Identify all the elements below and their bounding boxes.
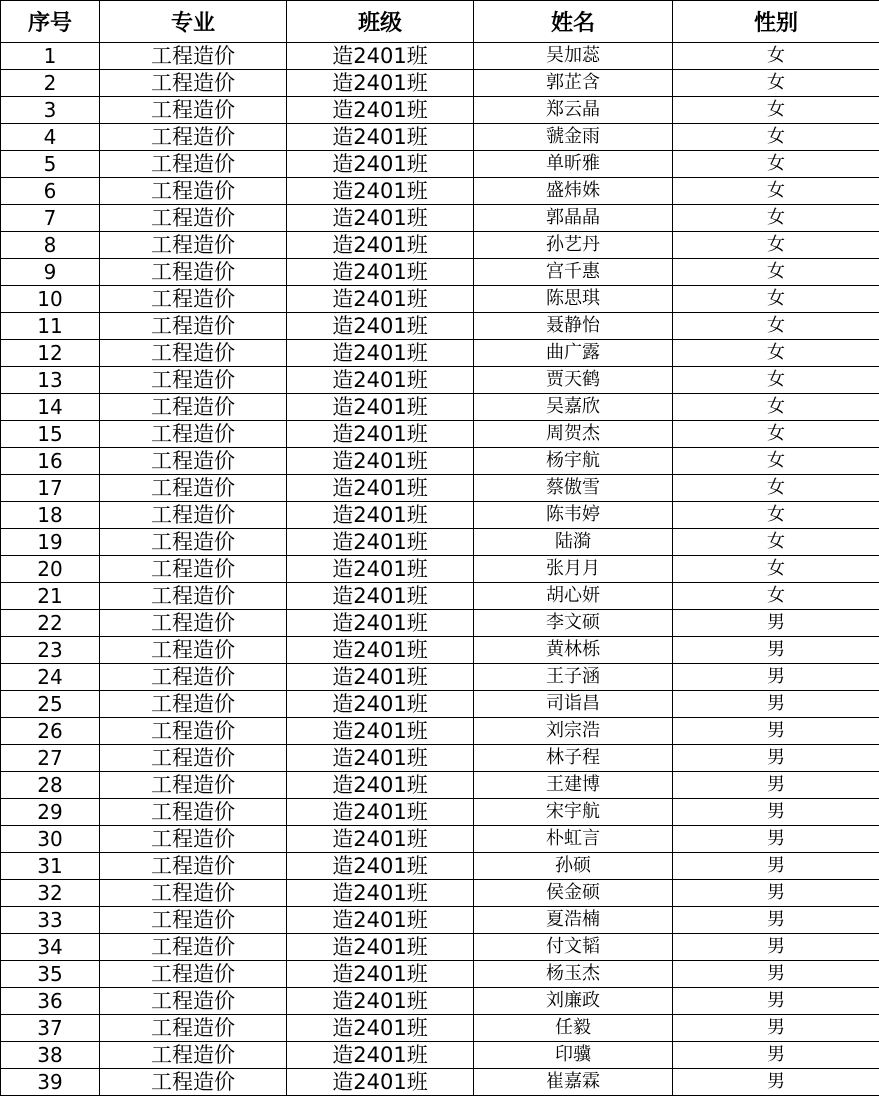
cell-index: 26 (1, 718, 100, 745)
cell-major: 工程造价 (100, 475, 287, 502)
cell-class: 造2401班 (287, 313, 474, 340)
cell-gender: 女 (673, 70, 879, 97)
cell-gender: 女 (673, 421, 879, 448)
cell-student-name: 郭晶晶 (474, 205, 673, 232)
cell-class: 造2401班 (287, 826, 474, 853)
cell-class: 造2401班 (287, 934, 474, 961)
cell-major: 工程造价 (100, 70, 287, 97)
cell-student-name: 吴嘉欣 (474, 394, 673, 421)
cell-student-name: 虢金雨 (474, 124, 673, 151)
cell-index: 11 (1, 313, 100, 340)
cell-gender: 女 (673, 151, 879, 178)
table-row (1, 502, 879, 529)
table-row (1, 1042, 879, 1069)
table-row (1, 961, 879, 988)
cell-student-name: 李文硕 (474, 610, 673, 637)
cell-student-name: 胡心妍 (474, 583, 673, 610)
cell-major: 工程造价 (100, 718, 287, 745)
cell-index: 7 (1, 205, 100, 232)
cell-index: 25 (1, 691, 100, 718)
cell-major: 工程造价 (100, 934, 287, 961)
cell-class: 造2401班 (287, 853, 474, 880)
cell-major: 工程造价 (100, 1042, 287, 1069)
cell-gender: 女 (673, 448, 879, 475)
table-row (1, 178, 879, 205)
header-class: 班级 (287, 1, 474, 43)
cell-major: 工程造价 (100, 529, 287, 556)
cell-index: 34 (1, 934, 100, 961)
cell-gender: 男 (673, 880, 879, 907)
cell-student-name: 蔡傲雪 (474, 475, 673, 502)
cell-gender: 女 (673, 340, 879, 367)
cell-gender: 男 (673, 637, 879, 664)
cell-index: 19 (1, 529, 100, 556)
cell-gender: 男 (673, 799, 879, 826)
cell-class: 造2401班 (287, 691, 474, 718)
cell-student-name: 印骥 (474, 1042, 673, 1069)
cell-student-name: 单昕雅 (474, 151, 673, 178)
cell-student-name: 吴加蕊 (474, 43, 673, 70)
table-row (1, 718, 879, 745)
cell-index: 24 (1, 664, 100, 691)
table-row (1, 313, 879, 340)
cell-class: 造2401班 (287, 232, 474, 259)
cell-student-name: 黄林栎 (474, 637, 673, 664)
cell-class: 造2401班 (287, 583, 474, 610)
cell-index: 20 (1, 556, 100, 583)
header-gender: 性别 (673, 1, 879, 43)
cell-index: 31 (1, 853, 100, 880)
cell-student-name: 郑云晶 (474, 97, 673, 124)
cell-major: 工程造价 (100, 232, 287, 259)
cell-gender: 女 (673, 286, 879, 313)
cell-major: 工程造价 (100, 907, 287, 934)
cell-index: 23 (1, 637, 100, 664)
cell-student-name: 曲广露 (474, 340, 673, 367)
table-row (1, 151, 879, 178)
cell-student-name: 刘廉政 (474, 988, 673, 1015)
cell-major: 工程造价 (100, 880, 287, 907)
cell-gender: 男 (673, 610, 879, 637)
cell-gender: 男 (673, 1015, 879, 1042)
cell-index: 30 (1, 826, 100, 853)
cell-student-name: 杨玉杰 (474, 961, 673, 988)
table-row (1, 1015, 879, 1042)
cell-gender: 男 (673, 718, 879, 745)
cell-gender: 男 (673, 1069, 879, 1096)
cell-gender: 女 (673, 232, 879, 259)
cell-class: 造2401班 (287, 1015, 474, 1042)
cell-major: 工程造价 (100, 340, 287, 367)
cell-student-name: 付文韬 (474, 934, 673, 961)
cell-student-name: 王子涵 (474, 664, 673, 691)
cell-student-name: 郭芷含 (474, 70, 673, 97)
cell-major: 工程造价 (100, 313, 287, 340)
cell-index: 16 (1, 448, 100, 475)
cell-class: 造2401班 (287, 340, 474, 367)
cell-major: 工程造价 (100, 43, 287, 70)
cell-gender: 男 (673, 691, 879, 718)
header-major: 专业 (100, 1, 287, 43)
table-row (1, 691, 879, 718)
cell-class: 造2401班 (287, 1042, 474, 1069)
cell-student-name: 陆漪 (474, 529, 673, 556)
table-row (1, 421, 879, 448)
cell-class: 造2401班 (287, 97, 474, 124)
cell-class: 造2401班 (287, 1069, 474, 1096)
cell-class: 造2401班 (287, 178, 474, 205)
table-row (1, 394, 879, 421)
cell-major: 工程造价 (100, 178, 287, 205)
cell-gender: 男 (673, 853, 879, 880)
cell-gender: 女 (673, 556, 879, 583)
cell-major: 工程造价 (100, 988, 287, 1015)
cell-student-name: 朴虹言 (474, 826, 673, 853)
cell-class: 造2401班 (287, 637, 474, 664)
cell-student-name: 张月月 (474, 556, 673, 583)
cell-class: 造2401班 (287, 772, 474, 799)
cell-major: 工程造价 (100, 1015, 287, 1042)
cell-gender: 女 (673, 529, 879, 556)
cell-index: 12 (1, 340, 100, 367)
cell-class: 造2401班 (287, 367, 474, 394)
cell-index: 36 (1, 988, 100, 1015)
cell-index: 21 (1, 583, 100, 610)
cell-class: 造2401班 (287, 907, 474, 934)
cell-student-name: 夏浩楠 (474, 907, 673, 934)
cell-gender: 女 (673, 367, 879, 394)
cell-major: 工程造价 (100, 97, 287, 124)
cell-class: 造2401班 (287, 43, 474, 70)
cell-student-name: 盛炜姝 (474, 178, 673, 205)
cell-index: 1 (1, 43, 100, 70)
cell-major: 工程造价 (100, 745, 287, 772)
cell-class: 造2401班 (287, 718, 474, 745)
table-row (1, 124, 879, 151)
cell-major: 工程造价 (100, 421, 287, 448)
cell-gender: 女 (673, 583, 879, 610)
table-row (1, 880, 879, 907)
table-row (1, 340, 879, 367)
cell-student-name: 宫千惠 (474, 259, 673, 286)
cell-major: 工程造价 (100, 394, 287, 421)
table-row (1, 70, 879, 97)
table-row (1, 934, 879, 961)
cell-index: 35 (1, 961, 100, 988)
table-row (1, 583, 879, 610)
cell-class: 造2401班 (287, 988, 474, 1015)
cell-gender: 男 (673, 745, 879, 772)
cell-class: 造2401班 (287, 610, 474, 637)
cell-major: 工程造价 (100, 205, 287, 232)
table-row (1, 529, 879, 556)
cell-major: 工程造价 (100, 610, 287, 637)
cell-gender: 男 (673, 907, 879, 934)
cell-index: 29 (1, 799, 100, 826)
cell-gender: 男 (673, 826, 879, 853)
cell-major: 工程造价 (100, 961, 287, 988)
cell-index: 15 (1, 421, 100, 448)
cell-student-name: 司诣昌 (474, 691, 673, 718)
cell-index: 5 (1, 151, 100, 178)
table-row (1, 799, 879, 826)
table-row (1, 448, 879, 475)
cell-class: 造2401班 (287, 961, 474, 988)
cell-index: 38 (1, 1042, 100, 1069)
table-row (1, 97, 879, 124)
cell-major: 工程造价 (100, 637, 287, 664)
cell-major: 工程造价 (100, 286, 287, 313)
cell-class: 造2401班 (287, 70, 474, 97)
cell-major: 工程造价 (100, 259, 287, 286)
cell-class: 造2401班 (287, 475, 474, 502)
table-row (1, 232, 879, 259)
header-name: 姓名 (474, 1, 673, 43)
cell-class: 造2401班 (287, 124, 474, 151)
cell-gender: 女 (673, 394, 879, 421)
cell-major: 工程造价 (100, 826, 287, 853)
table-row (1, 637, 879, 664)
table-row (1, 1069, 879, 1096)
table-row (1, 286, 879, 313)
cell-gender: 女 (673, 259, 879, 286)
cell-gender: 女 (673, 97, 879, 124)
cell-gender: 男 (673, 934, 879, 961)
cell-student-name: 刘宗浩 (474, 718, 673, 745)
cell-major: 工程造价 (100, 691, 287, 718)
cell-class: 造2401班 (287, 664, 474, 691)
cell-gender: 女 (673, 43, 879, 70)
cell-major: 工程造价 (100, 124, 287, 151)
cell-index: 18 (1, 502, 100, 529)
cell-gender: 女 (673, 205, 879, 232)
cell-major: 工程造价 (100, 367, 287, 394)
cell-major: 工程造价 (100, 502, 287, 529)
cell-class: 造2401班 (287, 259, 474, 286)
cell-major: 工程造价 (100, 772, 287, 799)
cell-index: 10 (1, 286, 100, 313)
table-row (1, 367, 879, 394)
table-row (1, 43, 879, 70)
cell-class: 造2401班 (287, 556, 474, 583)
cell-gender: 女 (673, 124, 879, 151)
cell-class: 造2401班 (287, 799, 474, 826)
cell-index: 13 (1, 367, 100, 394)
cell-student-name: 宋宇航 (474, 799, 673, 826)
cell-major: 工程造价 (100, 583, 287, 610)
cell-major: 工程造价 (100, 853, 287, 880)
cell-gender: 女 (673, 313, 879, 340)
cell-index: 27 (1, 745, 100, 772)
table-row (1, 556, 879, 583)
cell-index: 39 (1, 1069, 100, 1096)
cell-student-name: 林子程 (474, 745, 673, 772)
cell-gender: 男 (673, 1042, 879, 1069)
table-row (1, 853, 879, 880)
table-header-row (1, 1, 879, 43)
cell-class: 造2401班 (287, 421, 474, 448)
cell-index: 33 (1, 907, 100, 934)
table-row (1, 205, 879, 232)
cell-gender: 女 (673, 178, 879, 205)
cell-class: 造2401班 (287, 205, 474, 232)
cell-student-name: 任毅 (474, 1015, 673, 1042)
table-row (1, 772, 879, 799)
cell-class: 造2401班 (287, 394, 474, 421)
cell-major: 工程造价 (100, 448, 287, 475)
table-row (1, 610, 879, 637)
cell-major: 工程造价 (100, 664, 287, 691)
cell-index: 37 (1, 1015, 100, 1042)
cell-gender: 女 (673, 475, 879, 502)
cell-gender: 男 (673, 664, 879, 691)
cell-index: 32 (1, 880, 100, 907)
cell-gender: 女 (673, 502, 879, 529)
cell-major: 工程造价 (100, 799, 287, 826)
cell-major: 工程造价 (100, 556, 287, 583)
cell-index: 17 (1, 475, 100, 502)
cell-student-name: 王建博 (474, 772, 673, 799)
cell-index: 3 (1, 97, 100, 124)
cell-major: 工程造价 (100, 151, 287, 178)
cell-student-name: 聂静怡 (474, 313, 673, 340)
cell-index: 28 (1, 772, 100, 799)
cell-class: 造2401班 (287, 286, 474, 313)
cell-index: 4 (1, 124, 100, 151)
header-index: 序号 (1, 1, 100, 43)
table-row (1, 664, 879, 691)
cell-class: 造2401班 (287, 502, 474, 529)
cell-student-name: 孙艺丹 (474, 232, 673, 259)
table-row (1, 259, 879, 286)
table-row (1, 988, 879, 1015)
cell-major: 工程造价 (100, 1069, 287, 1096)
table-row (1, 745, 879, 772)
cell-class: 造2401班 (287, 448, 474, 475)
cell-class: 造2401班 (287, 529, 474, 556)
cell-student-name: 贾天鹤 (474, 367, 673, 394)
cell-student-name: 崔嘉霖 (474, 1069, 673, 1096)
cell-index: 14 (1, 394, 100, 421)
table-row (1, 826, 879, 853)
cell-index: 22 (1, 610, 100, 637)
cell-student-name: 周贺杰 (474, 421, 673, 448)
cell-student-name: 侯金硕 (474, 880, 673, 907)
cell-index: 2 (1, 70, 100, 97)
cell-index: 6 (1, 178, 100, 205)
cell-student-name: 孙硕 (474, 853, 673, 880)
table-row (1, 907, 879, 934)
cell-gender: 男 (673, 988, 879, 1015)
cell-student-name: 陈思琪 (474, 286, 673, 313)
cell-student-name: 杨宇航 (474, 448, 673, 475)
table-body (1, 43, 879, 1096)
cell-student-name: 陈韦婷 (474, 502, 673, 529)
cell-index: 8 (1, 232, 100, 259)
cell-index: 9 (1, 259, 100, 286)
cell-class: 造2401班 (287, 880, 474, 907)
cell-class: 造2401班 (287, 151, 474, 178)
cell-gender: 男 (673, 961, 879, 988)
cell-gender: 男 (673, 772, 879, 799)
table-row (1, 475, 879, 502)
cell-class: 造2401班 (287, 745, 474, 772)
